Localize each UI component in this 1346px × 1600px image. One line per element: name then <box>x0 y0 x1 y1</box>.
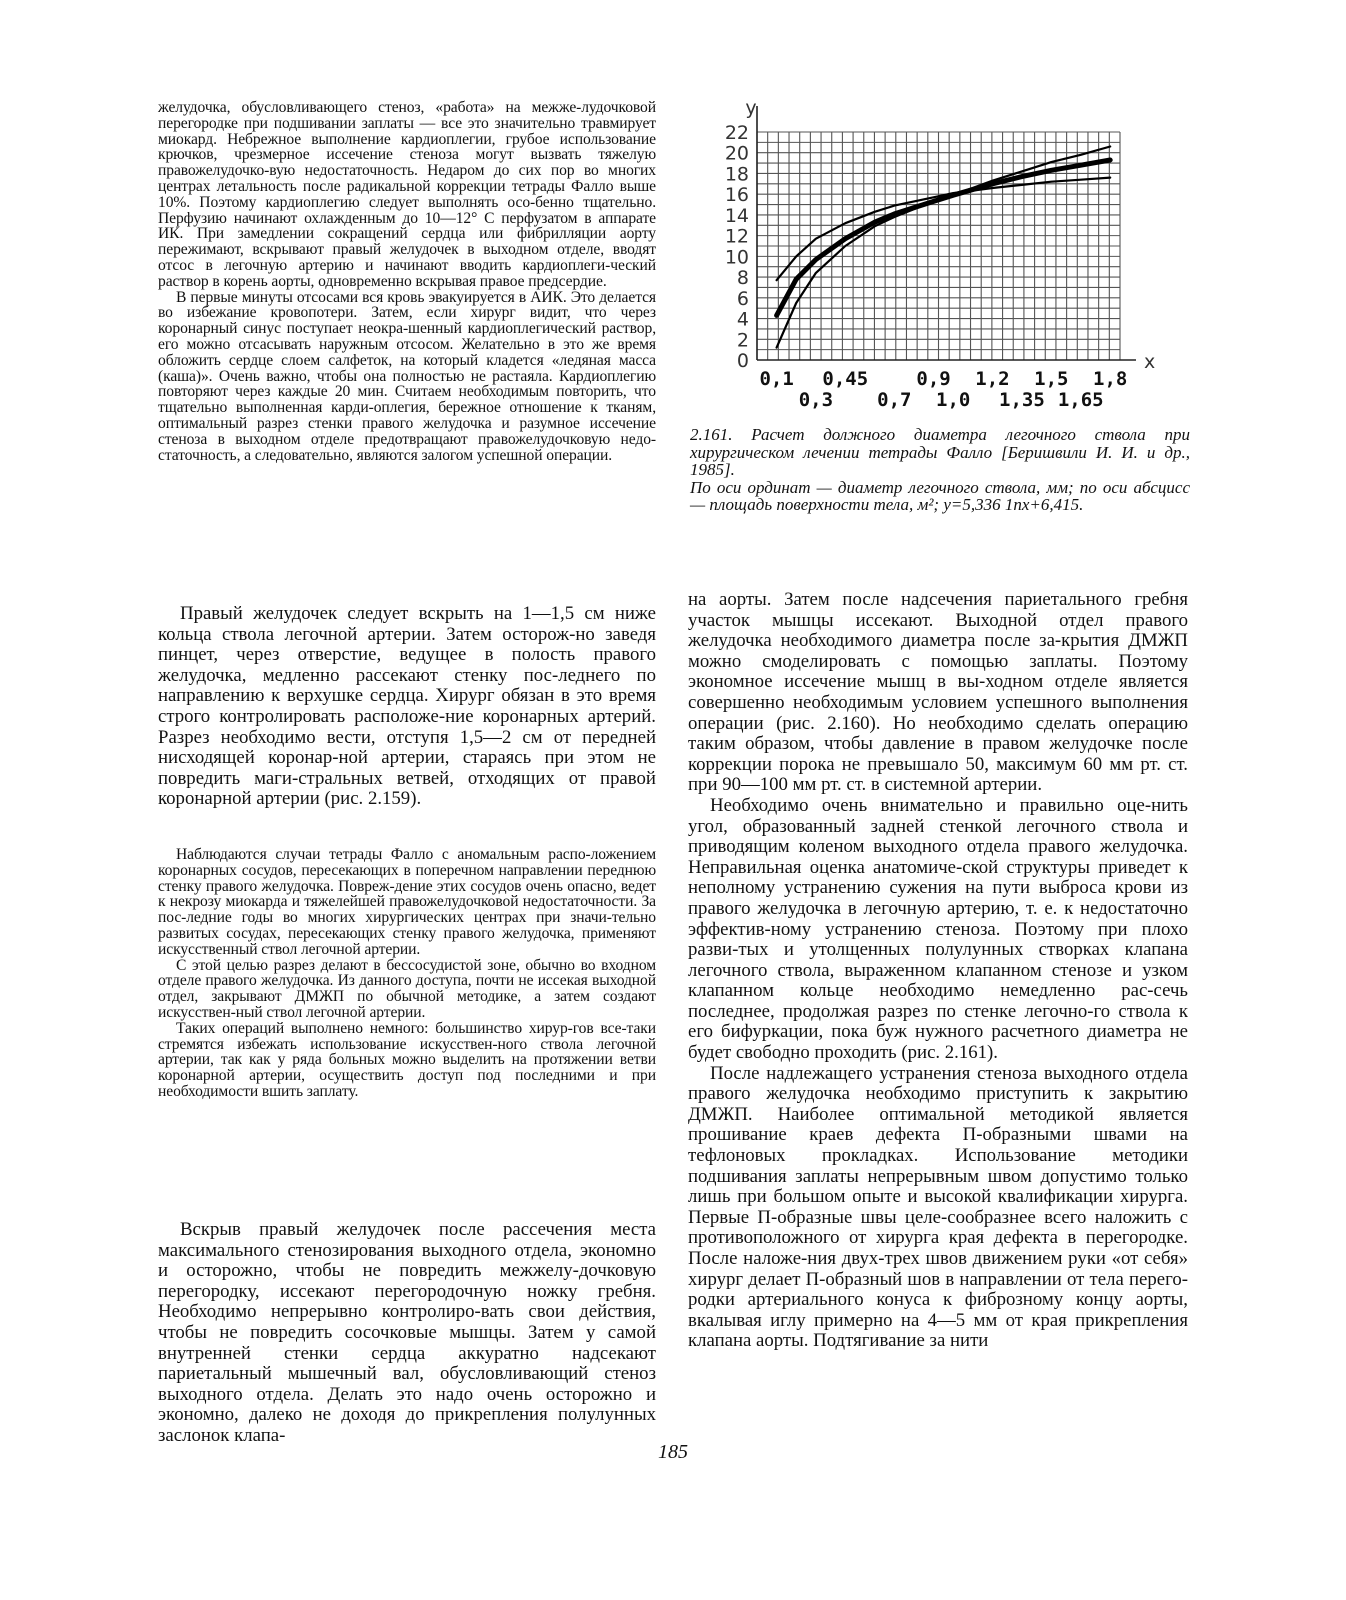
right-column <box>688 590 1188 1352</box>
paragraph: С этой целью разрез делают в бессосудистой зоне, обычно во входном отделе правого желудочка. Из данного доступа, почти не иссекая выходной отдел, закрывают ДМЖП по обычной методике, а затем создают искусствен-ный ствол легочной артерии. <box>158 956 656 1021</box>
caption-title: 2.161. Расчет должного диаметра легочного ствола при хирургическом лечении тетрады Фалло [Беришвили И. И. и др., 1985]. <box>690 425 1190 479</box>
y-tick-label: 0 <box>736 350 749 372</box>
y-tick-label: 4 <box>736 308 749 331</box>
y-tick-label: 22 <box>724 122 749 144</box>
y-tick-label: 6 <box>736 287 749 310</box>
left-large-block-1 <box>158 604 656 810</box>
x-tick-label: 1,0 <box>936 389 971 411</box>
paragraph: Вскрыв правый желудочек после рассечения места максимального стенозирования выходного отдела, экономно и осторожно, чтобы не повредить межжелу-дочковую перегородку, иссекают перегородочную ножку гребня. Необходимо непрерывно контролиро-вать свои действия, чтобы не повредить сосочковые мышцы. Затем у самой внутренней стенки сердца аккуратно надсекают париетальный мышечный вал, обусловливающий стеноз выходного отдела. Делать это надо очень осторожно и экономно, далеко не доходя до прикрепления полулунных заслонок клапа- <box>158 1219 656 1446</box>
paragraph: Необходимо очень внимательно и правильно оце-нить угол, образованный задней стенкой легочного ствола и приводящим коленом выходного отдела правого желудочка. Неправильная оценка анатомиче-ской структуры приведет к неполному устранению сужения на пути выброса крови из правого желудочка в легочную артерию, т. е. к недостаточно эффектив-ному устранению стеноза. Поэтому при плохо разви-тых и утолщенных полулунных створках клапана легочного ствола, выраженном клапанном стенозе и узком клапанном кольце необходимо немедленно рас-сечь последнее, продолжая разрез по стенке легочно-го ствола к его бифуркации, пока буж нужного расчетного диаметра не будет свободно проходить (рис. 2.161). <box>688 794 1188 1064</box>
y-axis-letter: у <box>745 97 757 119</box>
x-tick-label: 1,5 <box>1034 368 1069 390</box>
series-line <box>777 147 1111 348</box>
x-tick-label: 0,9 <box>916 368 951 390</box>
page-number: 185 <box>658 1441 688 1463</box>
caption-axes: По оси ординат — диаметр легочного ствола, мм; по оси абсцисс — площадь поверхности тела, м²; у=5,336 1nх+6,415. <box>690 477 1190 514</box>
left-small-block-2 <box>158 847 656 1100</box>
x-tick-label: 1,8 <box>1093 368 1128 390</box>
paragraph: После надлежащего устранения стеноза выходного отдела правого желудочка необходимо приступить к закрытию ДМЖП. Наиболее оптимальной методикой является прошивание краев дефекта П-образными швами на тефлоновых прокладках. Использование методики подшивания заплаты непрерывным швом допустимо только лишь при большом опыте и высокой квалификации хирурга. Первые П-образные швы целе-сообразнее всего наложить с противоположного от хирурга края дефекта в перегородке. После наложе-ния двух-трех швов движением руки «от себя» хирург делает П-образный шов в направлении от тела перего-родки артериального конуса к фиброзному концу аорты, вкалывая иглу примерно на 4—5 мм от края прикрепления клапана аорты. Подтягивание за нити <box>688 1062 1188 1352</box>
y-tick-label: 12 <box>724 225 749 248</box>
x-tick-label: 0,45 <box>822 368 869 390</box>
x-tick-label: 0,1 <box>759 368 794 390</box>
paragraph: на аорты. Затем после надсечения париетального гребня участок мышцы иссекают. Выходной отдел правого желудочка необходимого диаметра после за-крытия ДМЖП можно смоделировать с помощью заплаты. Поэтому экономное иссечение мышц в вы-ходном отделе является совершенно необходимым условием успешного выполнения операции (рис. 2.160). Но необходимо сделать операцию таким образом, чтобы давление в правом желудочке после коррекции порока не превышало 50, максимум 60 мм рт. ст. при 90—100 мм рт. ст. в системной артерии. <box>688 589 1188 796</box>
series-line <box>777 178 1111 281</box>
x-tick-label: 0,7 <box>877 389 912 411</box>
x-tick-label: 0,3 <box>798 389 834 411</box>
figure-chart <box>700 96 1160 412</box>
figure-caption <box>690 426 1190 514</box>
x-axis-letter: x <box>1144 351 1156 373</box>
y-tick-label: 10 <box>724 246 749 269</box>
paragraph: Правый желудочек следует вскрыть на 1—1,5 см ниже кольца ствола легочной артерии. Затем осторож-но заведя пинцет, через отверстие, ведущее в полость правого желудочка, медленно рассекают стенку пос-леднего по направлению к верхушке сердца. Хирург обязан в это время строго контролировать расположе-ние коронарных артерий. Разрез необходимо вести, отступя 1,5—2 см от передней нисходящей коронар-ной артерии, стараясь при этом не повредить маги-стральных ветвей, отходящих от правой коронарной артерии (рис. 2.159). <box>158 603 656 810</box>
paragraph: В первые минуты отсосами вся кровь эвакуируется в АИК. Это делается во избежание кровопотери. Затем, если хирург видит, что через коронарный синус поступает неокра-шенный кардиоплегический раствор, его можно отсасывать наружным отсосом. Желательно в это же время обложить сердце слоем салфеток, на который кладется «ледяная масса (каша)». Очень важно, чтобы она полностью не растаяла. Кардиоплегию повторяют через каждые 20 мин. Считаем необходимым повторить, что тщательно выполненная карди-оплегия, бережное отношение к тканям, оптимальный разрез стенки правого желудочка и разумное иссечение стеноза в выходном отделе предотвращают правожелудочковую недо-статочность, а следовательно, являются залогом успешной операции. <box>158 288 656 464</box>
x-tick-label: 1,2 <box>975 368 1010 390</box>
y-tick-label: 8 <box>736 267 749 290</box>
paragraph: Таких операций выполнено немного: большинство хирур-гов все-таки стремятся избежать использование искусствен-ного ствола легочной артерии, так как у ряда больных можно выделить на протяжении ветви коронарной артерии, осуществить доступ под последними и при необходимости вшить заплату. <box>158 1019 656 1100</box>
y-tick-label: 18 <box>724 163 749 186</box>
left-large-block-2 <box>158 1220 656 1447</box>
paragraph: желудочка, обусловливающего стеноз, «работа» на межже-лудочковой перегородке при подшивании заплаты — все это значительно травмирует миокард. Небрежное выполнение кардиоплегии, грубое использование крючков, чрезмерное иссечение стеноза могут вызвать тяжелую правожелудочко-вую недостаточность. Недаром до сих пор во многих центрах летальность после радикальной коррекции тетрады Фалло выше 10%. Поэтому кардиоплегию следует выполнять осо-бенно тщательно. Перфузию начинают охлажденным до 10—12° С перфузатом в аппарате ИК. При замедлении сокращений сердца или фибрилляции аорту пережимают, вскрывают правый желудочек в выходном отделе, вводят отсос в легочную артерию и начинают вводить кардиоплеги-ческий раствор в корень аорты, одновременно вскрывая правое предсердие. <box>158 99 656 290</box>
y-tick-label: 20 <box>724 142 749 165</box>
paragraph: Наблюдаются случаи тетрады Фалло с аномальным распо-ложением коронарных сосудов, пересекающих в поперечном направлении переднюю стенку правого желудочка. Повреж-дение этих сосудов очень опасно, ведет к некрозу миокарда и тяжелейшей правожелудочковой недостаточности. За пос-ледние годы во многих хирургических центрах при значи-тельно развитых сосудах, пересекающих стенку правого желудочка, применяют искусственный ствол легочной артерии. <box>158 846 656 958</box>
x-tick-label: 1,65 <box>1057 389 1104 411</box>
y-tick-label: 16 <box>724 184 749 207</box>
y-tick-label: 2 <box>736 329 749 352</box>
x-tick-label: 1,35 <box>999 389 1045 411</box>
left-small-block-1 <box>158 100 656 463</box>
y-tick-label: 14 <box>724 204 749 227</box>
